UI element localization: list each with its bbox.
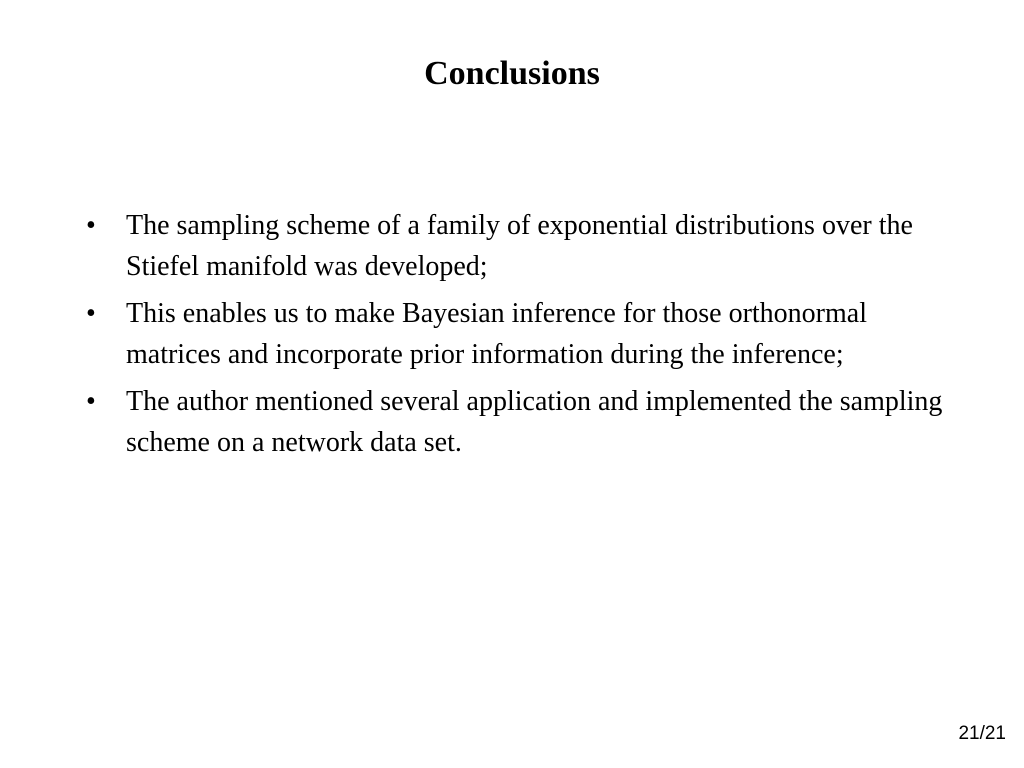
bullet-text: This enables us to make Bayesian inference for those orthonormal matrices and incorporate prior information during the inference;: [126, 298, 867, 370]
bullet-item: [86, 205, 946, 287]
bullet-marker: •: [86, 298, 96, 329]
bullet-item: [86, 381, 946, 463]
bullet-text: The sampling scheme of a family of exponential distributions over the Stiefel manifold was developed;: [126, 210, 913, 282]
slide-number: 21/21: [958, 723, 1006, 744]
bullet-list: [86, 205, 946, 469]
bullet-item: [86, 293, 946, 375]
bullet-marker: •: [86, 210, 96, 241]
bullet-text: The author mentioned several application and implemented the sampling scheme on a network data set.: [126, 386, 943, 458]
slide-title: Conclusions: [424, 55, 600, 92]
bullet-marker: •: [86, 386, 96, 417]
